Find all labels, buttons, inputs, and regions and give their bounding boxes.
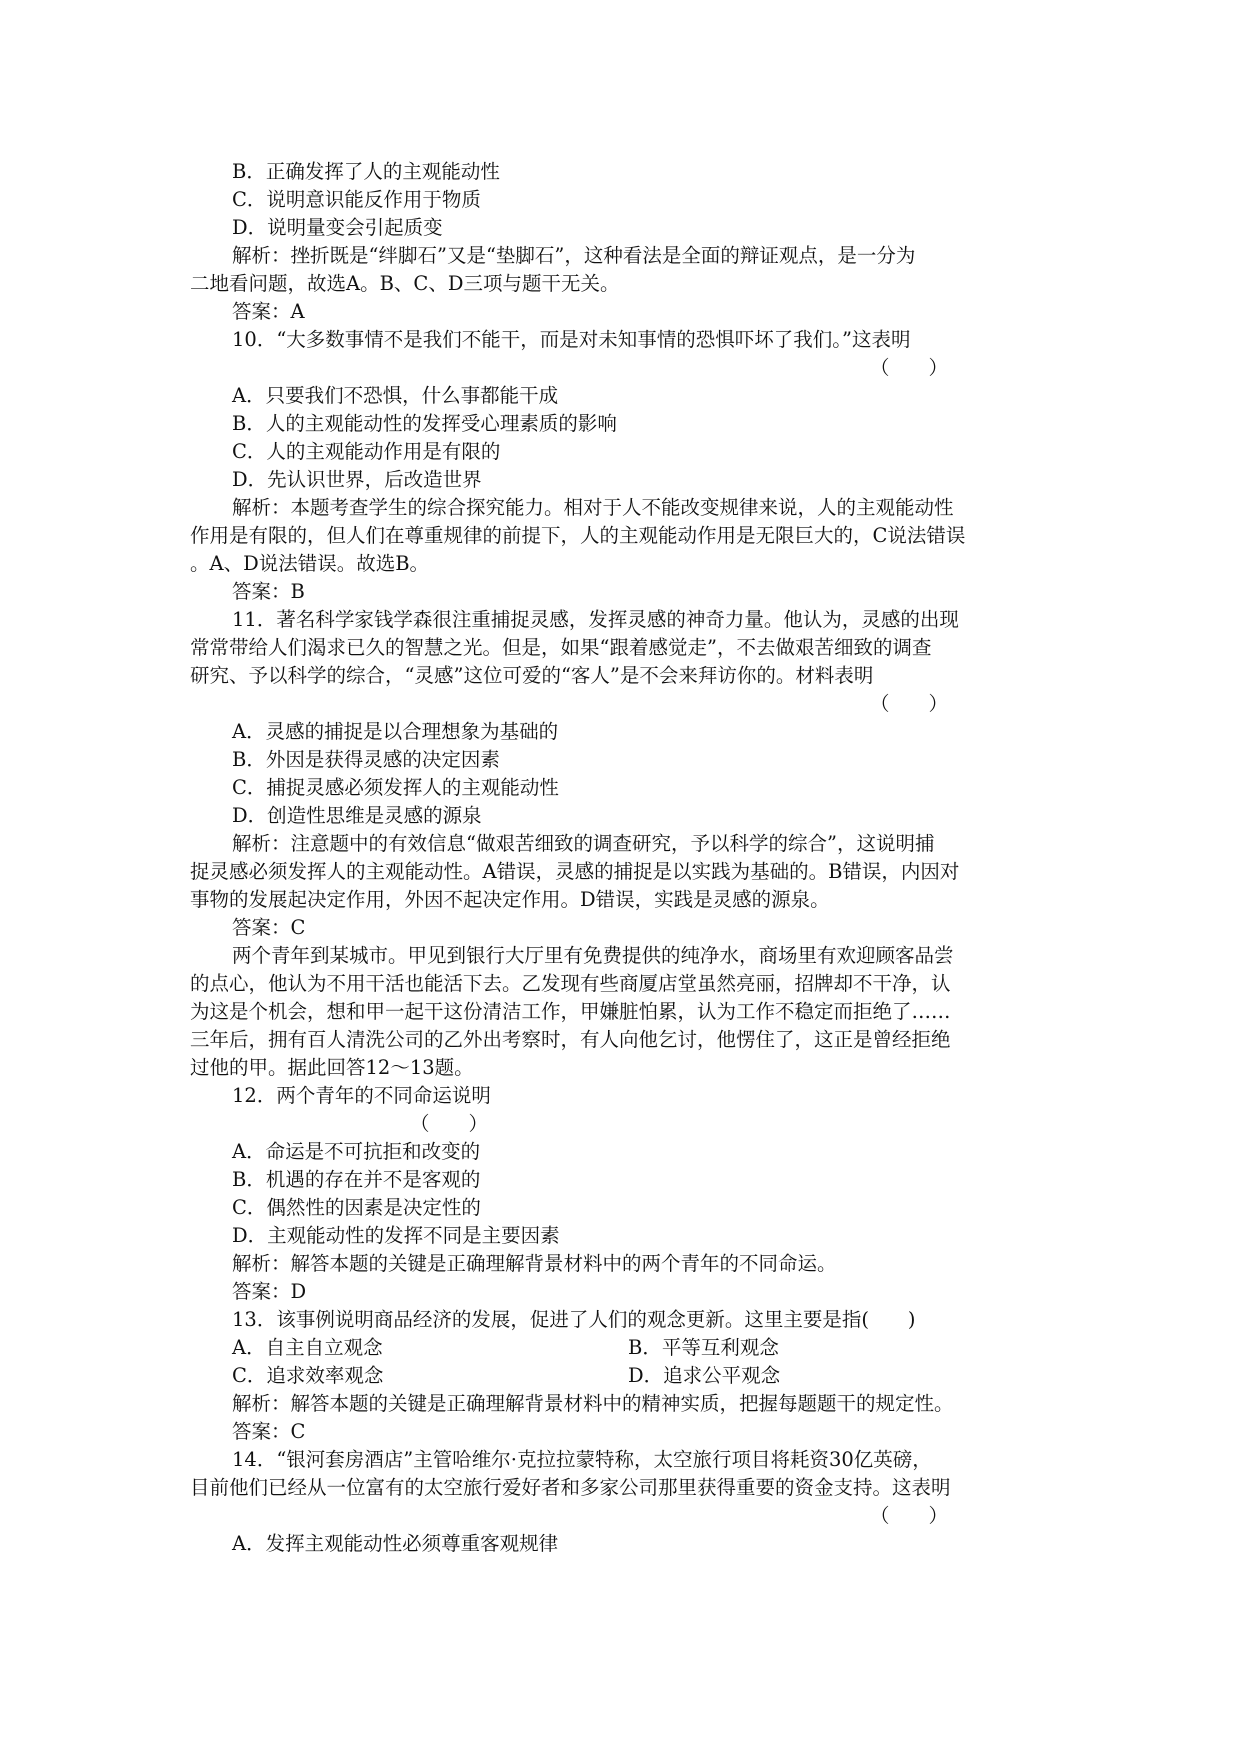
q9-option-b: B．正确发挥了人的主观能动性 [232, 160, 500, 183]
q10-stem: 10．“大多数事情不是我们不能干，而是对未知事情的恐惧吓坏了我们。”这表明 [232, 328, 911, 351]
q12-option-a: A．命运是不可抗拒和改变的 [232, 1140, 481, 1163]
q10-analysis-line: 解析：本题考查学生的综合探究能力。相对于人不能改变规律来说，人的主观能动性 [232, 496, 954, 519]
q10-option-b: B．人的主观能动性的发挥受心理素质的影响 [232, 412, 617, 435]
q11-option-a: A．灵感的捕捉是以合理想象为基础的 [232, 720, 559, 743]
passage-line: 的点心，他认为不用干活也能活下去。乙发现有些商厦店堂虽然亮丽，招牌却不干净，认 [190, 972, 951, 995]
q10-analysis-line: 作用是有限的，但人们在尊重规律的前提下，人的主观能动作用是无限巨大的，C说法错误 [190, 524, 966, 547]
q13-option-a: A．自主自立观念 [232, 1336, 383, 1359]
passage-line: 三年后，拥有百人清洗公司的乙外出考察时，有人向他乞讨，他愣住了，这正是曾经拒绝 [190, 1028, 951, 1051]
q11-stem-line: 常常带给人们渴求已久的智慧之光。但是，如果“跟着感觉走”，不去做艰苦细致的调查 [190, 636, 932, 659]
q10-answer: 答案：B [232, 580, 305, 603]
q10-analysis-line: 。A、D说法错误。故选B。 [190, 552, 430, 575]
q13-answer: 答案：C [232, 1420, 306, 1443]
q11-stem-line: 研究、予以科学的综合，“灵感”这位可爱的“客人”是不会来拜访你的。材料表明 [190, 664, 874, 687]
q12-option-c: C．偶然性的因素是决定性的 [232, 1196, 481, 1219]
q12-answer: 答案：D [232, 1280, 307, 1303]
q9-option-c: C．说明意识能反作用于物质 [232, 188, 481, 211]
q11-option-c: C．捕捉灵感必须发挥人的主观能动性 [232, 776, 559, 799]
q14-stem-line: 目前他们已经从一位富有的太空旅行爱好者和多家公司那里获得重要的资金支持。这表明 [190, 1476, 951, 1499]
q10-answer-blank: （ ） [870, 356, 949, 379]
q10-option-d: D．先认识世界，后改造世界 [232, 468, 482, 491]
q12-option-b: B．机遇的存在并不是客观的 [232, 1168, 481, 1191]
q10-option-c: C．人的主观能动作用是有限的 [232, 440, 501, 463]
q11-analysis-line: 事物的发展起决定作用，外因不起决定作用。D错误，实践是灵感的源泉。 [190, 888, 830, 911]
q11-analysis-line: 捉灵感必须发挥人的主观能动性。A错误，灵感的捕捉是以实践为基础的。B错误，内因对 [190, 860, 960, 883]
q13-option-d: D．追求公平观念 [628, 1364, 781, 1387]
q11-answer: 答案：C [232, 916, 306, 939]
q13-analysis: 解析：解答本题的关键是正确理解背景材料中的精神实质，把握每题题干的规定性。 [232, 1392, 954, 1415]
q10-option-a: A．只要我们不恐惧，什么事都能干成 [232, 384, 559, 407]
q11-option-b: B．外因是获得灵感的决定因素 [232, 748, 500, 771]
q9-analysis-line: 二地看问题，故选A。B、C、D三项与题干无关。 [190, 272, 620, 295]
passage-line: 为这是个机会，想和甲一起干这份清洁工作，甲嫌脏怕累，认为工作不稳定而拒绝了…… [190, 1000, 951, 1023]
passage-line: 两个青年到某城市。甲见到银行大厅里有免费提供的纯净水，商场里有欢迎顾客品尝 [232, 944, 954, 967]
passage-line: 过他的甲。据此回答12～13题。 [190, 1056, 474, 1079]
q11-option-d: D．创造性思维是灵感的源泉 [232, 804, 482, 827]
q14-answer-blank: （ ） [870, 1504, 949, 1527]
q12-option-d: D．主观能动性的发挥不同是主要因素 [232, 1224, 560, 1247]
q11-stem-line: 11．著名科学家钱学森很注重捕捉灵感，发挥灵感的神奇力量。他认为，灵感的出现 [232, 608, 959, 631]
q13-option-b: B．平等互利观念 [628, 1336, 779, 1359]
q14-option-a: A．发挥主观能动性必须尊重客观规律 [232, 1532, 559, 1555]
q9-analysis-line: 解析：挫折既是“绊脚石”又是“垫脚石”，这种看法是全面的辩证观点，是一分为 [232, 244, 916, 267]
q13-stem: 13．该事例说明商品经济的发展，促进了人们的观念更新。这里主要是指( ) [232, 1308, 916, 1331]
q12-answer-blank: （ ） [410, 1112, 489, 1135]
q12-analysis: 解析：解答本题的关键是正确理解背景材料中的两个青年的不同命运。 [232, 1252, 837, 1275]
q14-stem-line: 14．“银河套房酒店”主管哈维尔·克拉拉蒙特称，太空旅行项目将耗资30亿英磅， [232, 1448, 932, 1471]
q9-option-d: D．说明量变会引起质变 [232, 216, 443, 239]
q11-analysis-line: 解析：注意题中的有效信息“做艰苦细致的调查研究，予以科学的综合”，这说明捕 [232, 832, 935, 855]
q9-answer: 答案：A [232, 300, 305, 323]
q13-option-c: C．追求效率观念 [232, 1364, 384, 1387]
q11-answer-blank: （ ） [870, 692, 949, 715]
q12-stem: 12．两个青年的不同命运说明 [232, 1084, 491, 1107]
